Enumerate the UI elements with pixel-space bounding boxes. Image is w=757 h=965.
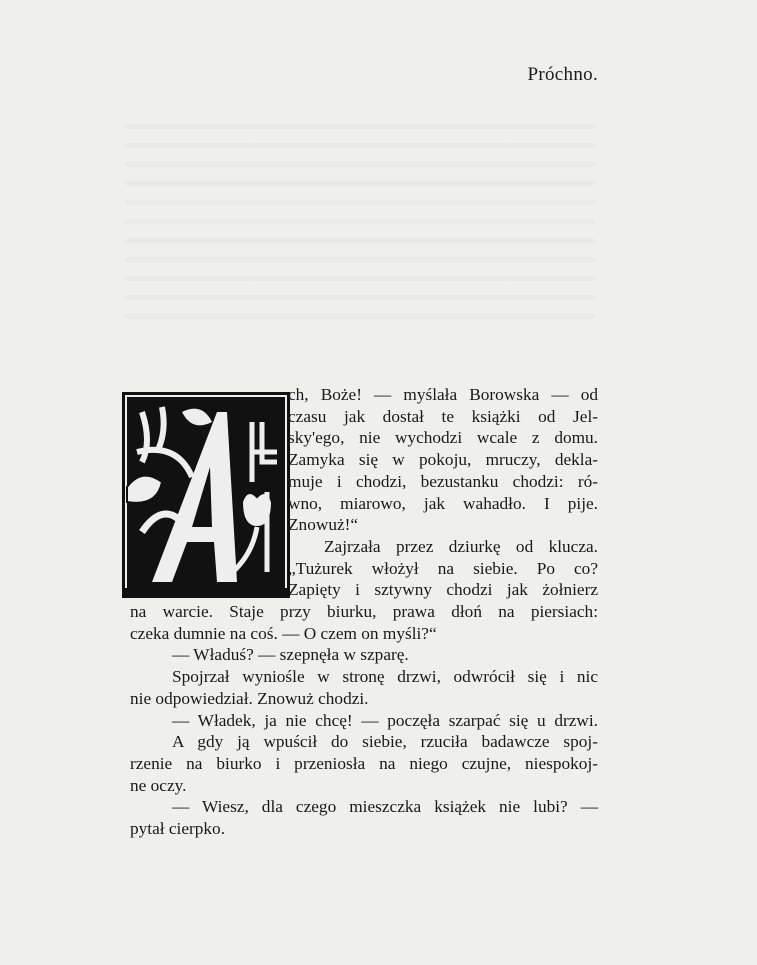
text-line: Spojrzał wyniośle w stronę drzwi, odwrócił się i nic [172,667,598,687]
text-line: Zajrzała przez dziurkę od klucza. [324,536,598,556]
text-line: „Tużurek włożył na siebie. Po co? [288,558,598,578]
text-line: A gdy ją wpuścił do siebie, rzuciła badawcze spoj- [172,732,598,752]
bleed-through-text [125,110,595,320]
text-line: muje i chodzi, bezustanku chodzi: ró- [288,471,598,491]
text-line: Zamyka się w pokoju, mruczy, dekla- [288,450,598,470]
text-line: — Właduś? — szepnęła w szparę. [172,645,409,665]
text-line: Zapięty i sztywny chodzi jak żołnierz [288,580,598,600]
text-line: Znowuż!“ [288,515,359,535]
text-line: ch, Boże! — myślała Borowska — od [288,385,598,404]
text-line: czasu jak dostał te książki od Jel- [288,406,598,426]
text-line: czeka dumnie na coś. — O czem on myśli?“ [130,623,437,643]
text-line: wno, miarowo, jak wahadło. I pije. [288,493,598,513]
text-line: pytał cierpko. [130,819,226,838]
text-line: — Władek, ja nie chcę! — poczęła szarpać się u drzwi. [172,710,598,730]
text-line: sky'ego, nie wychodzi wcale z domu. [288,428,598,448]
text-line: na warcie. Staje przy biurku, prawa dłoń na piersiach: [130,602,598,621]
running-title: Próchno. [527,64,598,85]
decorated-initial-a [122,392,290,598]
text-line: rzenie na biurko i przeniosła na niego czujne, niespokoj- [130,753,598,773]
text-line: nie odpowiedział. Znowuż chodzi. [130,688,369,708]
text-line: — Wiesz, dla czego mieszczka książek nie lubi? — [172,797,598,817]
text-line: ne oczy. [130,775,187,795]
